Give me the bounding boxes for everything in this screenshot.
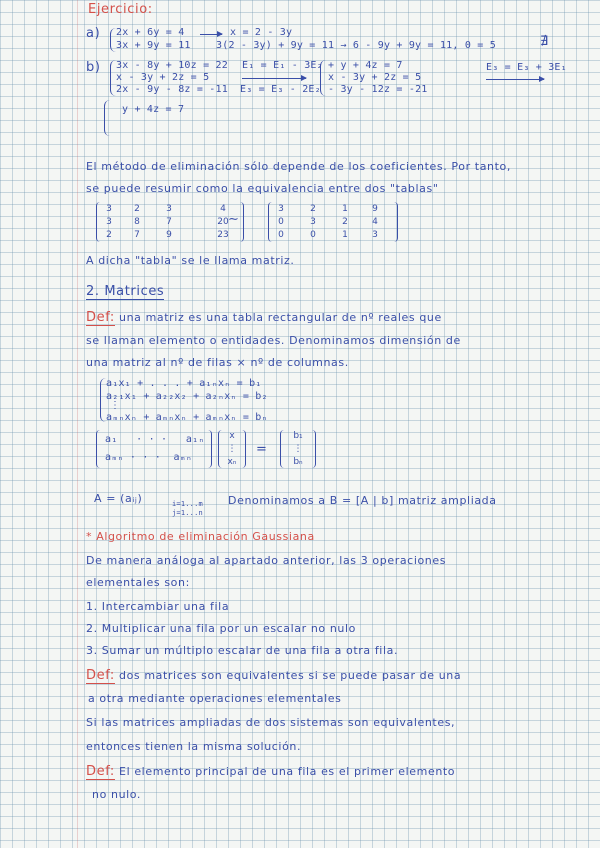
def1-line1 xyxy=(86,310,442,325)
matrix-right-col3: 1 2 1 xyxy=(342,204,348,240)
part-a-label: a) xyxy=(86,26,101,41)
algo-item2: 2. Multiplicar una fila por un escalar no nulo xyxy=(86,622,356,635)
unknowns-vector xyxy=(218,430,246,468)
part-a-derivation2: 3(2 - 3y) + 9y = 11 → 6 - 9y + 9y = 11, 0 = 5 xyxy=(216,40,496,51)
def2-line2: a otra mediante operaciones elementales xyxy=(88,692,342,705)
def1-line3: una matriz al nº de filas × nº de columnas. xyxy=(86,356,349,369)
coefficient-matrix xyxy=(96,430,212,468)
matrix-right-col2: 2 3 0 xyxy=(310,204,316,240)
arrow-icon xyxy=(200,34,222,35)
algo-title: * Algoritmo de eliminación Gaussiana xyxy=(86,530,315,543)
part-b-res1: + y + 4z = 7 xyxy=(328,60,403,71)
matrix-right-col1: 3 0 0 xyxy=(278,204,284,240)
def3-text1: El elemento principal de una fila es el primer elemento xyxy=(119,765,456,778)
notation-lhs: A = (aᵢⱼ) xyxy=(94,492,143,505)
part-b-label: b) xyxy=(86,60,101,75)
exercise-heading: Ejercicio: xyxy=(88,2,153,17)
algo-line2: elementales son: xyxy=(86,576,190,589)
system-dots: ⋮ xyxy=(110,400,121,411)
matrix-left-col1: 3 3 2 xyxy=(106,204,112,240)
system-row1: a₁x₁ + . . . + a₁ₙxₙ = b₁ xyxy=(106,378,262,389)
part-b-op3: E₃ = E₃ + 3E₁ xyxy=(486,62,567,73)
section-heading xyxy=(86,284,164,299)
system-row2: a₂₁x₁ + a₂₂x₂ + a₂ₙxₙ = b₂ xyxy=(106,391,268,402)
arrow-icon xyxy=(242,78,306,79)
def2-text1: dos matrices son equivalentes si se puede pasar de una xyxy=(119,669,462,682)
def3-line1 xyxy=(86,764,455,779)
matrix-left xyxy=(96,202,244,242)
def3-label: Def: xyxy=(86,764,115,779)
part-b-op1: E₁ = E₁ - 3E₂ xyxy=(242,60,323,71)
part-b-eq3: 2x - 9y - 8z = -11 xyxy=(116,84,228,95)
def1-line2: se llaman elemento o entidades. Denominamos dimensión de xyxy=(86,334,461,347)
para1-line1: El método de eliminación sólo depende de los coeficientes. Por tanto, xyxy=(86,160,511,173)
part-a-derivation1: x = 2 - 3y xyxy=(230,27,293,38)
matrix-left-col4: 4 20 23 xyxy=(217,204,229,240)
matrix-left-col3: 3 7 9 xyxy=(166,204,172,240)
matrix-right-col4: 9 4 3 xyxy=(372,204,378,240)
coefficient-row-top: a₁ · · · a₁ₙ xyxy=(105,434,205,445)
matrix-equals: = xyxy=(256,442,268,457)
matrix-left-col2: 2 8 7 xyxy=(134,204,140,240)
part-b-res2: x - 3y + 2z = 5 xyxy=(328,72,422,83)
part-b-final-brace xyxy=(104,100,111,136)
notation-text: Denominamos a B = [A | b] matriz ampliada xyxy=(228,494,497,507)
coefficient-row-bottom: aₘₙ · · · aₘₙ xyxy=(105,452,193,463)
part-a-eq2: 3x + 9y = 11 xyxy=(116,40,191,51)
part-b-eq2: x - 3y + 2z = 5 xyxy=(116,72,210,83)
notation-sub1: i=1...m xyxy=(172,500,203,508)
part-b-eq1: 3x - 8y + 10z = 22 xyxy=(116,60,228,71)
unknowns-col: x ⋮ xₙ xyxy=(227,431,237,467)
arrow-icon xyxy=(486,79,544,80)
part-b-res3: - 3y - 12z = -21 xyxy=(328,84,428,95)
constants-col: b₁ ⋮ bₙ xyxy=(293,431,303,467)
def2-label: Def: xyxy=(86,668,115,683)
algo-item3: 3. Sumar un múltiplo escalar de una fila a otra fila. xyxy=(86,644,399,657)
constants-vector xyxy=(280,430,316,468)
part-a-result: ∄ xyxy=(540,34,549,49)
def2-line3: Si las matrices ampliadas de dos sistemas son equivalentes, xyxy=(86,716,456,729)
matrix-right xyxy=(268,202,398,242)
equivalence-tilde: ∼ xyxy=(228,212,240,227)
part-b-result-brace xyxy=(320,60,327,96)
algo-item1: 1. Intercambiar una fila xyxy=(86,600,230,613)
para2: A dicha "tabla" se le llama matriz. xyxy=(86,254,295,267)
def1-text1: una matriz es una tabla rectangular de nº reales que xyxy=(119,311,442,324)
system-row3: aₘₙxₙ + aₘₙxₙ + aₘₙxₙ = bₙ xyxy=(106,412,268,423)
para1-line2: se puede resumir como la equivalencia entre dos "tablas" xyxy=(86,182,439,195)
notation-sub2: j=1...n xyxy=(172,509,203,517)
margin-line xyxy=(77,0,78,848)
def2-line4: entonces tienen la misma solución. xyxy=(86,740,302,753)
section-title: 2. Matrices xyxy=(86,284,165,299)
def2-line1 xyxy=(86,668,461,683)
part-b-last: y + 4z = 7 xyxy=(122,104,185,115)
part-a-eq1: 2x + 6y = 4 xyxy=(116,27,185,38)
def1-label: Def: xyxy=(86,310,115,325)
def3-line2: no nulo. xyxy=(92,788,142,801)
algo-line1: De manera análoga al apartado anterior, las 3 operaciones xyxy=(86,554,447,567)
part-b-op2: E₃ = E₃ - 2E₂ xyxy=(240,84,321,95)
